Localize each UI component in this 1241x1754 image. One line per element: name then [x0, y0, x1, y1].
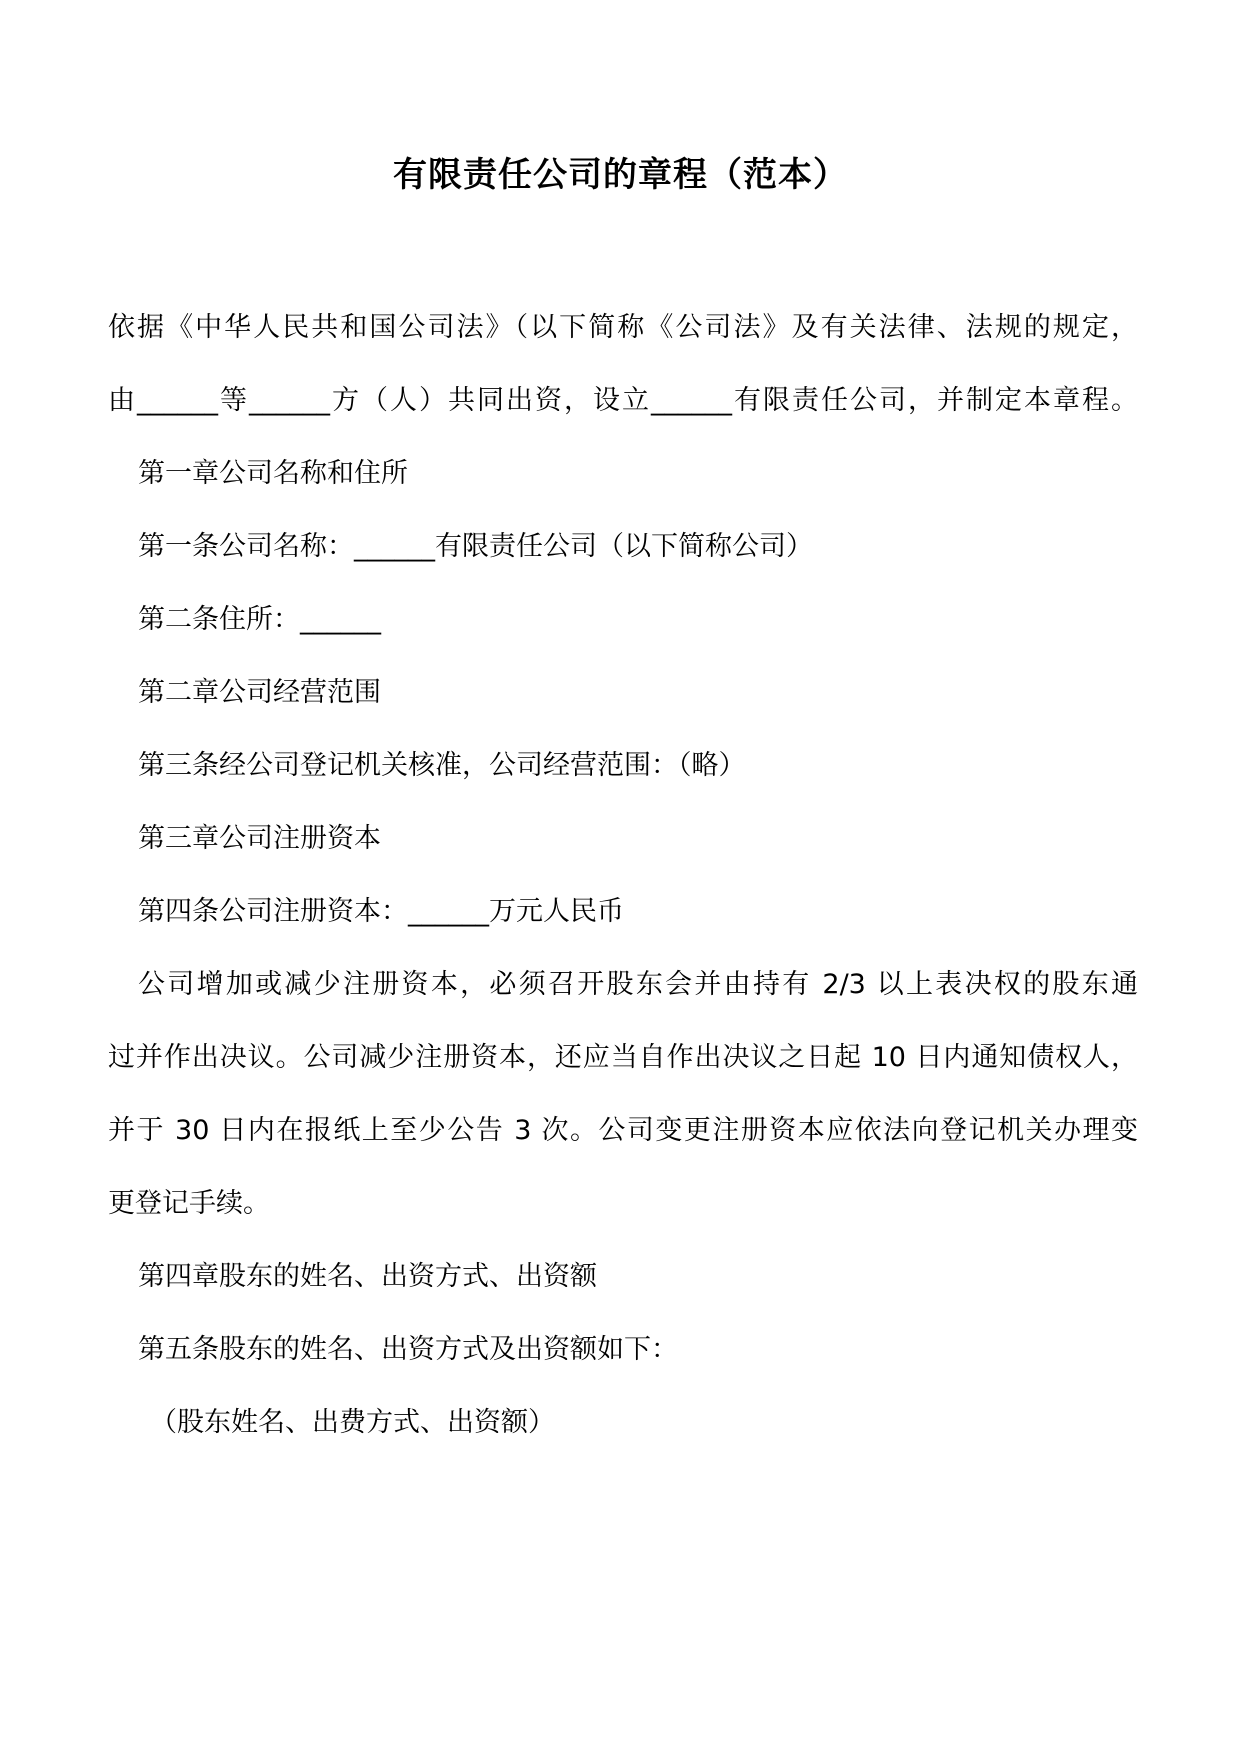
capital-paragraph-line-2: 过并作出决议。公司减少注册资本，还应当自作出决议之日起 10 日内通知债权人， [108, 1042, 1138, 1073]
capital-paragraph-line-4: 更登记手续。 [108, 1188, 270, 1219]
chapter-4-heading: 第四章股东的姓名、出资方式、出资额 [138, 1261, 597, 1292]
shareholder-placeholder: （股东姓名、出费方式、出资额） [150, 1407, 555, 1438]
capital-paragraph-line-1: 公司增加或减少注册资本，必须召开股东会并由持有 2/3 以上表决权的股东通 [138, 969, 1138, 1000]
chapter-1-heading: 第一章公司名称和住所 [138, 458, 408, 489]
article-2: 第二条住所：______ [138, 604, 381, 635]
chapter-3-heading: 第三章公司注册资本 [138, 823, 381, 854]
chapter-2-heading: 第二章公司经营范围 [138, 677, 381, 708]
article-4: 第四条公司注册资本：______万元人民币 [138, 896, 624, 927]
article-5: 第五条股东的姓名、出资方式及出资额如下： [138, 1334, 678, 1365]
preamble-line-1: 依据《中华人民共和国公司法》（以下简称《公司法》及有关法律、法规的规定， [108, 312, 1138, 343]
article-3: 第三条经公司登记机关核准，公司经营范围：（略） [138, 750, 746, 781]
document-title: 有限责任公司的章程（范本） [393, 155, 848, 195]
article-1: 第一条公司名称：______有限责任公司（以下简称公司） [138, 531, 813, 562]
preamble-line-2: 由______等______方（人）共同出资，设立______有限责任公司，并制定本章程。 [108, 385, 1138, 416]
capital-paragraph-line-3: 并于 30 日内在报纸上至少公告 3 次。公司变更注册资本应依法向登记机关办理变 [108, 1115, 1138, 1146]
